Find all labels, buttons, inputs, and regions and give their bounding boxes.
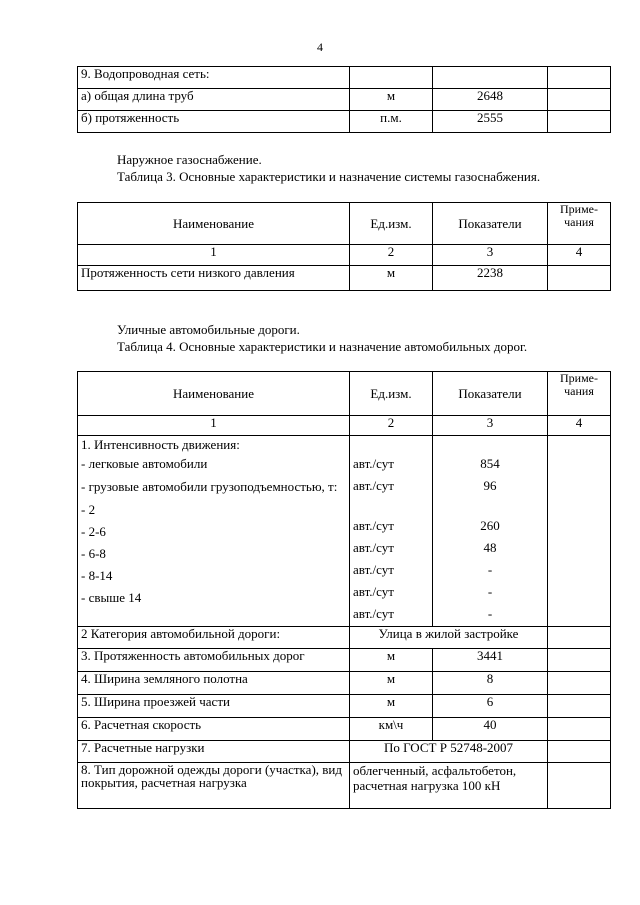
cell-note [548,266,611,291]
traffic-intensity-row [78,436,611,627]
gas-table [77,202,611,291]
traffic-units: авт./сут авт./сут авт./сут авт./сут авт./сут авт./сут авт./сут [350,436,433,627]
header-note: Приме- чания [548,372,611,416]
table-header-row [78,203,611,245]
page-number: 4 [317,40,323,54]
traffic-line: - 2 [81,502,96,517]
traffic-line: - легковые автомобили [81,456,208,471]
cell-note [548,741,611,763]
roads-table-caption: Таблица 4. Основные характеристики и назначение автомобильных дорог. [117,339,528,354]
cell-name: 6. Расчетная скорость [78,718,350,741]
cell-value: 8 [433,672,548,695]
table-row [78,672,611,695]
cell-note [548,718,611,741]
cell-note [548,436,611,627]
table-row [78,718,611,741]
traffic-line: - свыше 14 [81,590,142,605]
table-row [78,649,611,672]
traffic-title: 1. Интенсивность движения: [81,437,240,452]
cell-unit: км\ч [350,718,433,741]
column-number-row: 1 2 3 4 [78,416,611,436]
gas-section-heading: Наружное газоснабжение. [117,152,262,167]
water-network-table [77,66,611,133]
cell-name: 3. Протяженность автомобильных дорог [78,649,350,672]
cell-unit: м [350,649,433,672]
cell-unit: м [350,672,433,695]
water-network-title: 9. Водопроводная сеть: [78,67,350,89]
cell-note [548,763,611,809]
header-value: Показатели [433,372,548,416]
header-unit: Ед.изм. [350,203,433,245]
header-name: Наименование [78,372,350,416]
cell-unit: м [350,266,433,291]
cell-note [548,111,611,133]
cell-unit: п.м. [350,111,433,133]
header-unit: Ед.изм. [350,372,433,416]
cell-value: 3441 [433,649,548,672]
table-row [78,67,611,89]
cell-value: 40 [433,718,548,741]
cell-value: 2648 [433,89,548,111]
cell-value: 2238 [433,266,548,291]
header-note: Приме- чания [548,203,611,245]
cell-name: 2 Категория автомобильной дороги: [78,627,350,649]
cell-name: 5. Ширина проезжей части [78,695,350,718]
cell-note [548,627,611,649]
table-row [78,695,611,718]
cell-name: б) протяженность [78,111,350,133]
cell-note [548,89,611,111]
table-row [78,266,611,291]
cell-name: Протяженность сети низкого давления [78,266,350,291]
cell-name: 8. Тип дорожной одежды дороги (участка), вид покрытия, расчетная нагрузка [78,763,350,809]
cell-value: 6 [433,695,548,718]
cell-name: а) общая длина труб [78,89,350,111]
table-row [78,111,611,133]
roads-table [77,371,611,809]
header-name: Наименование [78,203,350,245]
table-row [78,763,611,809]
table-row [78,741,611,763]
column-number-row: 1 2 3 4 [78,245,611,266]
traffic-names [78,436,350,627]
cell-unit: м [350,89,433,111]
cell-note [548,672,611,695]
cell-value: Улица в жилой застройке [350,627,548,649]
table-row [78,89,611,111]
table-row [78,627,611,649]
traffic-values: 854 96 260 48 - - - [433,436,548,627]
cell-note [548,649,611,672]
gas-table-caption: Таблица 3. Основные характеристики и назначение системы газоснабжения. [117,169,541,184]
cell-value: облегченный, асфальтобетон, расчетная нагрузка 100 кН [350,763,548,809]
table-header-row [78,372,611,416]
traffic-line: - грузовые автомобили грузоподъемностью, т: [81,479,338,494]
cell-name: 4. Ширина земляного полотна [78,672,350,695]
traffic-line: - 8-14 [81,568,113,583]
cell-note [548,695,611,718]
traffic-line: - 6-8 [81,546,106,561]
roads-section-heading: Уличные автомобильные дороги. [117,322,300,337]
cell-value: По ГОСТ Р 52748-2007 [350,741,548,763]
cell-unit: м [350,695,433,718]
header-value: Показатели [433,203,548,245]
traffic-line: - 2-6 [81,524,106,539]
cell-value: 2555 [433,111,548,133]
cell-name: 7. Расчетные нагрузки [78,741,350,763]
